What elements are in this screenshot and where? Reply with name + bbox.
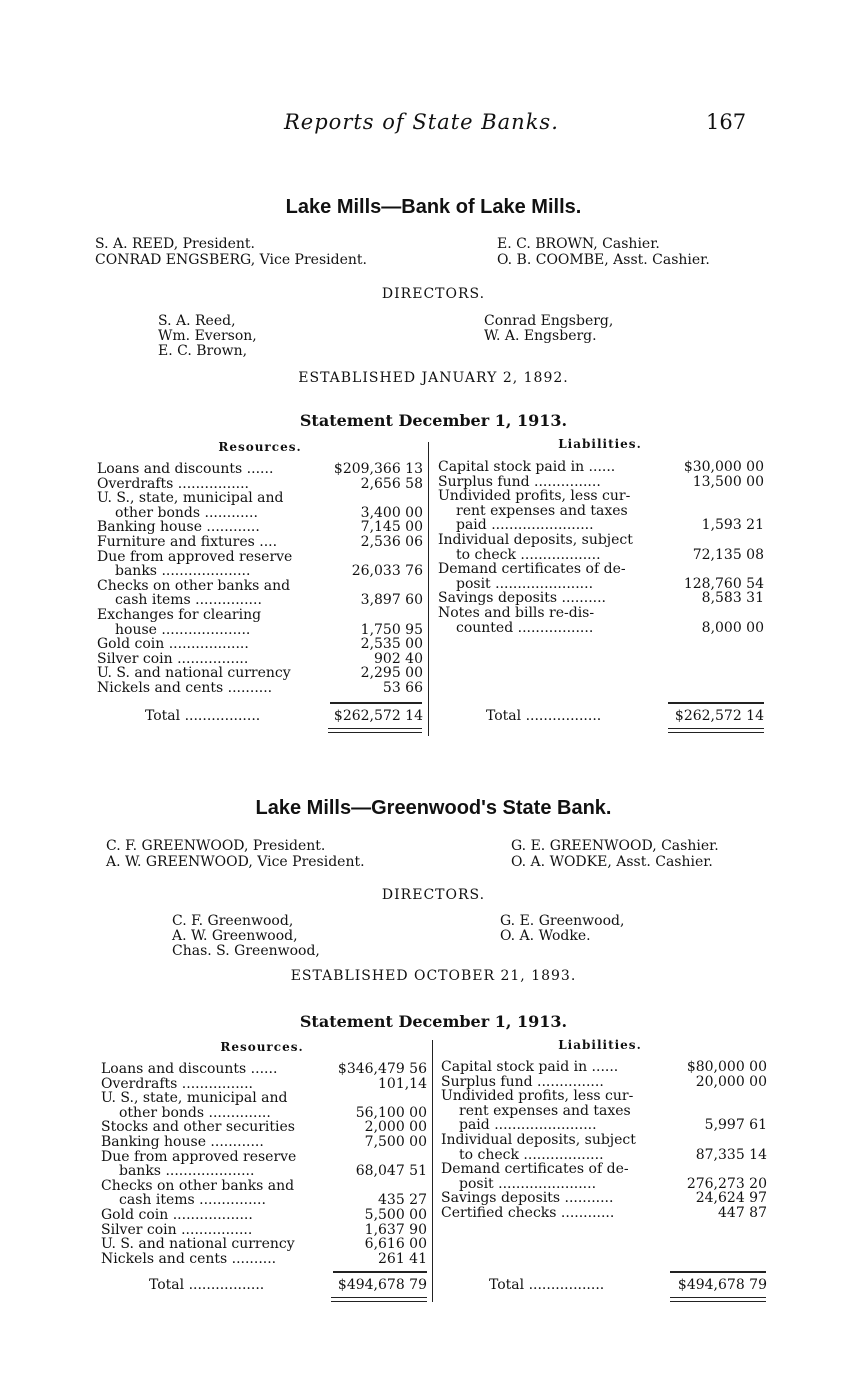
line-item-label: Undivided profits, less cur- — [438, 489, 631, 504]
ledger-row — [441, 1118, 767, 1133]
ledger-row — [97, 550, 423, 565]
officer-cashier: E. C. BROWN, Cashier. — [497, 236, 660, 252]
line-item-label: banks .................... — [119, 1164, 255, 1179]
director-name: G. E. Greenwood, — [500, 913, 625, 929]
line-item-label: Banking house ............ — [97, 520, 260, 535]
total-resources-amount: $494,678 79 — [337, 1277, 427, 1293]
ledger-row — [101, 1208, 427, 1223]
resources-heading: Resources. — [218, 440, 302, 454]
ledger-row — [97, 564, 423, 579]
ledger-row — [438, 533, 764, 548]
ledger-row — [101, 1106, 427, 1121]
bank-title: Lake Mills—Greenwood's State Bank. — [255, 797, 612, 819]
line-item-label: Due from approved reserve — [97, 549, 293, 565]
liabilities-total-row — [441, 1277, 767, 1293]
line-item-label: Stocks and other securities — [101, 1120, 295, 1135]
directors-heading: DIRECTORS. — [381, 887, 486, 903]
liabilities-total-row — [438, 708, 764, 724]
line-item-label: cash items ............... — [119, 1193, 266, 1208]
ledger-row — [97, 535, 423, 550]
ledger-row — [97, 623, 423, 638]
ledger-row — [441, 1162, 767, 1177]
liabilities-list — [441, 1060, 767, 1221]
line-item-label: Demand certificates of de- — [441, 1162, 629, 1177]
bank-title: Lake Mills—Bank of Lake Mills. — [285, 196, 582, 218]
double-rule — [670, 1297, 766, 1302]
line-item-label: posit ...................... — [459, 1176, 597, 1192]
line-item-label: Overdrafts ................ — [101, 1076, 254, 1092]
line-item-label: Due from approved reserve — [101, 1149, 297, 1165]
total-resources-amount: $262,572 14 — [333, 708, 423, 724]
resources-total-row — [101, 1277, 427, 1293]
line-item-amount: 53 66 — [382, 679, 423, 696]
double-rule — [668, 728, 764, 733]
line-item-label: Nickels and cents .......... — [97, 680, 273, 696]
officers-left — [95, 236, 367, 268]
ledger-row — [101, 1091, 427, 1106]
line-item-amount: 6,616 00 — [364, 1236, 427, 1253]
line-item-amount: 435 27 — [378, 1192, 427, 1209]
ledger-row — [97, 652, 423, 667]
sum-rule — [670, 1271, 766, 1273]
officer-president: C. F. GREENWOOD, President. — [106, 838, 326, 854]
ledger-row — [97, 681, 423, 696]
line-item-amount: 13,500 00 — [692, 473, 764, 490]
ledger-row — [101, 1120, 427, 1135]
line-item-amount: 87,335 14 — [695, 1146, 767, 1163]
directors-right — [500, 914, 624, 944]
ledger-row — [101, 1077, 427, 1092]
officers-left — [106, 838, 365, 870]
line-item-label: Checks on other banks and — [101, 1178, 295, 1194]
statement-heading: Statement December 1, 1913. — [299, 1012, 568, 1031]
director-name: E. C. Brown, — [158, 343, 248, 359]
director-name: Conrad Engsberg, — [484, 313, 614, 329]
line-item-label: U. S., state, municipal and — [97, 491, 284, 506]
line-item-amount: 56,100 00 — [355, 1104, 427, 1121]
sum-rule — [668, 702, 764, 704]
director-name: A. W. Greenwood, — [172, 928, 298, 944]
ledger-row — [441, 1191, 767, 1206]
line-item-label: paid ....................... — [459, 1118, 597, 1133]
ledger-row — [441, 1133, 767, 1148]
total-label: Total ................. — [489, 1277, 605, 1293]
line-item-amount: 2,295 00 — [360, 665, 423, 682]
ledger-row — [441, 1206, 767, 1221]
line-item-label: Gold coin .................. — [97, 637, 249, 652]
director-name: C. F. Greenwood, — [172, 913, 294, 929]
line-item-label: Silver coin ................ — [97, 651, 249, 667]
line-item-label: Capital stock paid in ...... — [438, 460, 616, 475]
ledger-row — [438, 577, 764, 592]
line-item-label: house .................... — [115, 622, 251, 638]
ledger-row — [438, 518, 764, 533]
ledger-row — [438, 548, 764, 563]
line-item-amount: 7,145 00 — [360, 519, 423, 536]
resources-heading: Resources. — [220, 1040, 304, 1054]
line-item-label: U. S., state, municipal and — [101, 1091, 288, 1106]
line-item-amount: 20,000 00 — [695, 1073, 767, 1090]
ledger-row — [97, 593, 423, 608]
line-item-amount: 1,593 21 — [701, 517, 764, 534]
officer-president: S. A. REED, President. — [95, 236, 256, 252]
line-item-amount: 1,750 95 — [360, 621, 423, 638]
line-item-label: other bonds ............ — [115, 505, 258, 521]
ledger-row — [97, 506, 423, 521]
total-liabilities-amount: $494,678 79 — [677, 1277, 767, 1293]
line-item-amount: $346,479 56 — [337, 1061, 427, 1077]
line-item-label: posit ...................... — [456, 576, 594, 592]
line-item-label: Checks on other banks and — [97, 578, 291, 594]
line-item-amount: 68,047 51 — [355, 1163, 427, 1180]
line-item-label: Furniture and fixtures .... — [97, 534, 278, 550]
line-item-amount: 2,656 58 — [360, 475, 423, 492]
line-item-amount: 2,000 00 — [364, 1119, 427, 1136]
liabilities-heading: Liabilities. — [558, 437, 642, 451]
line-item-label: Surplus fund ............... — [441, 1074, 604, 1090]
line-item-label: paid ....................... — [456, 518, 594, 533]
ledger-row — [101, 1062, 427, 1077]
ledger-row — [97, 491, 423, 506]
line-item-label: Savings deposits ........... — [441, 1191, 614, 1206]
line-item-amount: $209,366 13 — [333, 461, 423, 477]
column-divider — [428, 442, 429, 736]
established-date: ESTABLISHED JANUARY 2, 1892. — [298, 370, 569, 386]
ledger-row — [441, 1089, 767, 1104]
ledger-row — [101, 1135, 427, 1150]
line-item-label: Capital stock paid in ...... — [441, 1060, 619, 1075]
officer-vice-president: CONRAD ENGSBERG, Vice President. — [95, 252, 367, 268]
line-item-label: to check .................. — [459, 1147, 604, 1163]
ledger-row — [438, 460, 764, 475]
ledger-row — [101, 1252, 427, 1267]
line-item-label: Surplus fund ............... — [438, 474, 601, 490]
line-item-amount: 3,897 60 — [360, 592, 423, 609]
ledger-row — [101, 1164, 427, 1179]
total-label: Total ................. — [486, 708, 602, 724]
line-item-amount: 2,535 00 — [360, 636, 423, 653]
line-item-label: banks .................... — [115, 564, 251, 579]
officers-right — [497, 236, 710, 268]
line-item-label: Silver coin ................ — [101, 1222, 253, 1238]
line-item-label: to check .................. — [456, 547, 601, 563]
column-divider — [432, 1040, 433, 1302]
line-item-label: Undivided profits, less cur- — [441, 1089, 634, 1104]
ledger-row — [438, 591, 764, 606]
line-item-amount: 3,400 00 — [360, 504, 423, 521]
statement-heading: Statement December 1, 1913. — [299, 411, 568, 430]
ledger-row — [97, 608, 423, 623]
ledger-row — [101, 1150, 427, 1165]
line-item-amount: 902 40 — [374, 650, 423, 667]
line-item-amount: 72,135 08 — [692, 546, 764, 563]
ledger-row — [438, 621, 764, 636]
ledger-row — [101, 1193, 427, 1208]
line-item-amount: $30,000 00 — [683, 459, 764, 475]
line-item-amount: 276,273 20 — [686, 1175, 767, 1192]
ledger-row — [97, 462, 423, 477]
line-item-label: Savings deposits .......... — [438, 591, 606, 606]
ledger-row — [101, 1223, 427, 1238]
line-item-amount: 101,14 — [378, 1075, 427, 1092]
officer-asst-cashier: O. B. COOMBE, Asst. Cashier. — [497, 252, 710, 268]
ledger-row — [438, 562, 764, 577]
director-name: S. A. Reed, — [158, 313, 236, 329]
officer-vice-president: A. W. GREENWOOD, Vice President. — [106, 854, 365, 870]
line-item-label: Exchanges for clearing — [97, 607, 262, 623]
line-item-amount: 7,500 00 — [364, 1133, 427, 1150]
total-label: Total ................. — [149, 1277, 265, 1293]
line-item-amount: 8,000 00 — [701, 619, 764, 636]
director-name: W. A. Engsberg. — [484, 328, 597, 344]
line-item-label: U. S. and national currency — [101, 1237, 295, 1252]
line-item-label: Nickels and cents .......... — [101, 1251, 277, 1267]
line-item-label: Notes and bills re-dis- — [438, 605, 595, 621]
line-item-amount: 128,760 54 — [683, 575, 764, 592]
ledger-row — [97, 579, 423, 594]
line-item-amount: 447 87 — [718, 1204, 767, 1221]
ledger-row — [441, 1148, 767, 1163]
ledger-row — [438, 606, 764, 621]
officer-asst-cashier: O. A. WODKE, Asst. Cashier. — [511, 854, 713, 870]
line-item-label: other bonds .............. — [119, 1105, 271, 1121]
double-rule — [328, 728, 422, 733]
line-item-label: Individual deposits, subject — [441, 1132, 636, 1148]
line-item-label: Overdrafts ................ — [97, 476, 250, 492]
line-item-label: rent expenses and taxes — [456, 503, 628, 519]
directors-right — [484, 314, 613, 344]
line-item-label: Certified checks ............ — [441, 1205, 615, 1221]
double-rule — [331, 1297, 427, 1302]
total-label: Total ................. — [145, 708, 261, 724]
directors-heading: DIRECTORS. — [381, 286, 486, 302]
ledger-row — [101, 1179, 427, 1194]
ledger-row — [97, 477, 423, 492]
established-date: ESTABLISHED OCTOBER 21, 1893. — [290, 968, 577, 984]
running-title: Reports of State Banks. — [284, 110, 559, 134]
officers-right — [511, 838, 719, 870]
line-item-amount: $80,000 00 — [686, 1059, 767, 1075]
resources-total-row — [97, 708, 423, 724]
liabilities-list — [438, 460, 764, 635]
directors-left — [158, 314, 257, 359]
directors-left — [172, 914, 320, 959]
line-item-amount: 24,624 97 — [695, 1190, 767, 1207]
ledger-row — [97, 520, 423, 535]
line-item-label: rent expenses and taxes — [459, 1103, 631, 1119]
officer-cashier: G. E. GREENWOOD, Cashier. — [511, 838, 719, 854]
ledger-row — [97, 666, 423, 681]
resources-list — [97, 462, 423, 696]
ledger-row — [441, 1060, 767, 1075]
line-item-label: cash items ............... — [115, 593, 262, 608]
line-item-amount: 1,637 90 — [364, 1221, 427, 1238]
line-item-label: Banking house ............ — [101, 1134, 264, 1150]
total-liabilities-amount: $262,572 14 — [674, 708, 764, 724]
director-name: Chas. S. Greenwood, — [172, 943, 320, 959]
line-item-amount: 26,033 76 — [351, 563, 423, 580]
ledger-row — [97, 637, 423, 652]
ledger-row — [438, 489, 764, 504]
line-item-amount: 8,583 31 — [701, 590, 764, 607]
resources-list — [101, 1062, 427, 1266]
line-item-amount: 2,536 06 — [360, 533, 423, 550]
page-number: 167 — [706, 110, 747, 134]
line-item-label: counted ................. — [456, 620, 594, 636]
ledger-row — [441, 1075, 767, 1090]
director-name: O. A. Wodke. — [500, 928, 591, 944]
line-item-amount: 5,500 00 — [364, 1206, 427, 1223]
line-item-label: Loans and discounts ...... — [97, 462, 274, 477]
ledger-row — [438, 475, 764, 490]
line-item-amount: 261 41 — [378, 1250, 427, 1267]
line-item-label: U. S. and national currency — [97, 666, 291, 681]
line-item-label: Loans and discounts ...... — [101, 1062, 278, 1077]
ledger-row — [441, 1104, 767, 1119]
ledger-row — [441, 1177, 767, 1192]
director-name: Wm. Everson, — [158, 328, 257, 344]
liabilities-heading: Liabilities. — [558, 1038, 642, 1052]
line-item-label: Individual deposits, subject — [438, 532, 633, 548]
ledger-row — [438, 504, 764, 519]
ledger-row — [101, 1237, 427, 1252]
line-item-label: Demand certificates of de- — [438, 562, 626, 577]
line-item-label: Gold coin .................. — [101, 1207, 253, 1223]
sum-rule — [333, 1271, 427, 1273]
sum-rule — [330, 702, 422, 704]
line-item-amount: 5,997 61 — [704, 1117, 767, 1134]
